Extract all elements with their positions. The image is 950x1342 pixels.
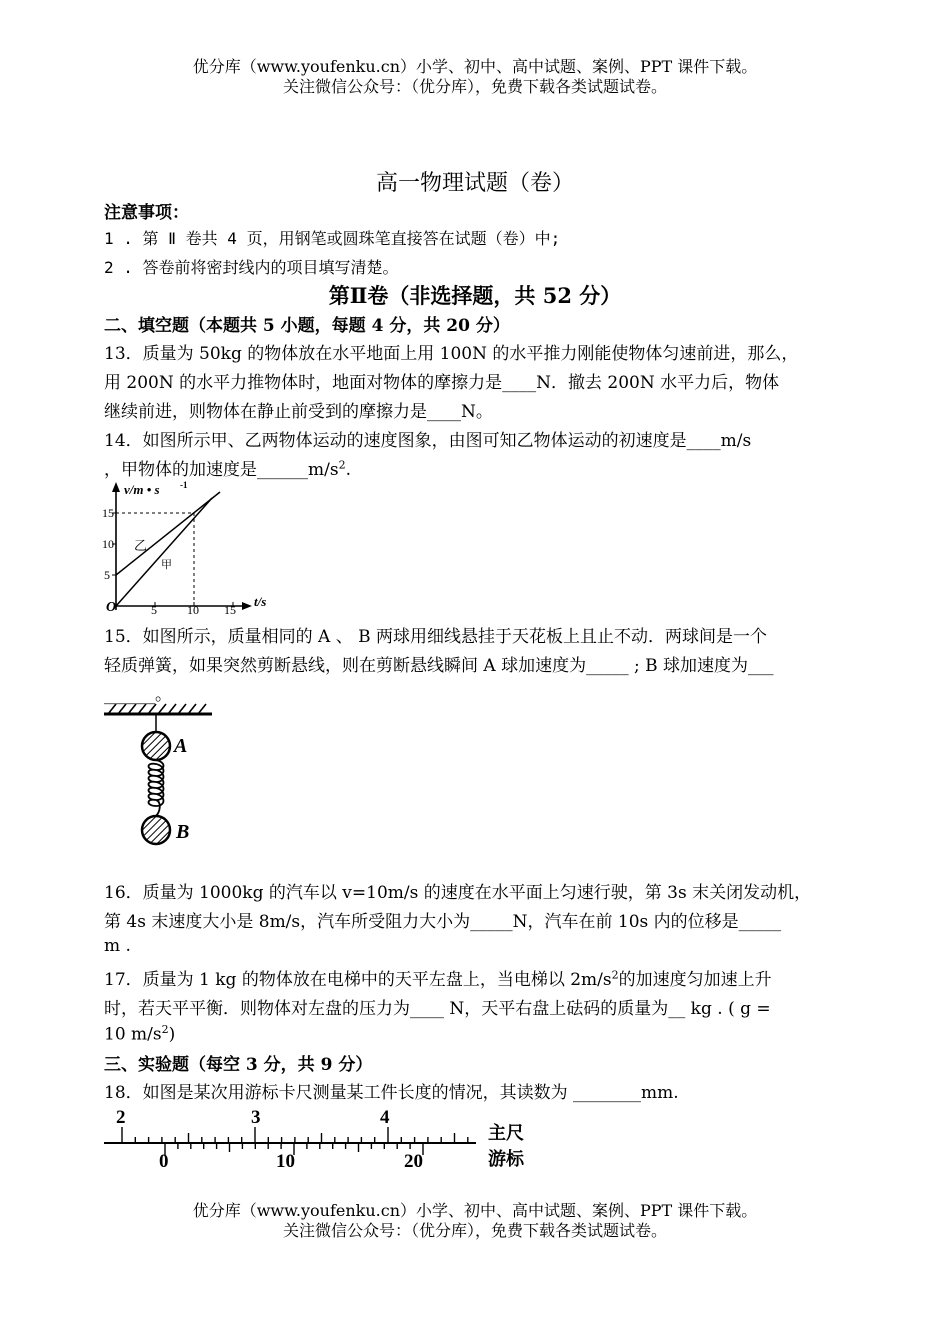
- q14-line-1: 14．如图所示甲、乙两物体运动的速度图象，由图可知乙物体运动的初速度是____m/s: [104, 431, 752, 451]
- line-jia: [116, 498, 212, 606]
- footer-line-2: 关注微信公众号：（优分库），免费下载各类试题试卷。: [282, 1221, 667, 1240]
- page-title: 高一物理试题（卷）: [375, 171, 574, 196]
- x-axis-arrow: [242, 602, 252, 610]
- q16-line-2: 第 4s 末速度大小是 8m/s，汽车所受阻力大小为_____N，汽车在前 10s 内的位移是_____: [104, 912, 782, 932]
- q17-line-1: 17．质量为 1 kg 的物体放在电梯中的天平左盘上，当电梯以 $2m/s^2$的加速度匀加速上升: [104, 968, 772, 990]
- main-scale-ticks: [122, 1127, 468, 1143]
- q16-line-3: m .: [104, 936, 131, 956]
- q13-line-3: 继续前进，则物体在静止前受到的摩擦力是____N。: [104, 402, 493, 422]
- q17-line-2: 时，若天平平衡．则物体对左盘的压力为____ N，天平右盘上砝码的质量为__ kg . ( g =: [104, 999, 771, 1019]
- y-axis-label-sup: -1: [180, 480, 188, 490]
- y-tick-10: 10: [102, 537, 114, 551]
- x-tick-5: 5: [151, 603, 157, 617]
- y-axis-arrow: [112, 482, 120, 492]
- part2-title: 第Ⅱ卷（非选择题，共 52 分）: [328, 283, 622, 308]
- main-scale-label: 主尺: [488, 1123, 524, 1143]
- notes-heading: 注意事项：: [104, 203, 189, 223]
- label-jia: 甲: [161, 559, 172, 571]
- q18-line-1: 18．如图是某次用游标卡尺测量某工件长度的情况，其读数为 ________mm.: [104, 1083, 679, 1103]
- q14-line-2: ，甲物体的加速度是$\_\_\_\_\_\_m/s^2$.: [104, 458, 351, 480]
- velocity-time-graph: [104, 478, 284, 616]
- main-label-4: 4: [380, 1107, 390, 1128]
- section3-heading: 三、实验题（每空 3 分，共 9 分）: [104, 1055, 373, 1075]
- ball-a: [142, 732, 170, 760]
- main-label-2: 2: [116, 1107, 126, 1128]
- footer-line-1: 优分库（www.youfenku.cn）小学、初中、高中试题、案例、PPT 课件下载。: [192, 1201, 758, 1220]
- label-yi: 乙: [134, 538, 148, 553]
- x-tick-10: 10: [187, 603, 199, 617]
- section2-heading: 二、填空题（本题共 5 小题，每题 4 分，共 20 分）: [104, 316, 510, 336]
- q17-line-3: 10 $m/s^2$): [104, 1023, 176, 1045]
- notes-item-2: 2 . 答卷前将密封线内的项目填写清楚。: [104, 258, 399, 277]
- header-line-1: 优分库（www.youfenku.cn）小学、初中、高中试题、案例、PPT 课件下载。: [192, 57, 758, 76]
- vernier-caliper: [104, 1103, 544, 1175]
- ball-b: [142, 816, 170, 844]
- header-line-2: 关注微信公众号：（优分库），免费下载各类试题试卷。: [282, 77, 667, 96]
- q13-line-2: 用 200N 的水平力推物体时，地面对物体的摩擦力是____N．撤去 200N 水平力后，物体: [104, 373, 780, 393]
- vernier-label-0: 0: [159, 1151, 169, 1172]
- q13-line-1: 13．质量为 50kg 的物体放在水平地面上用 100N 的水平推力刚能使物体匀速前进，那么，: [104, 344, 799, 364]
- spring: [149, 760, 164, 816]
- notes-item-1: 1 . 第 Ⅱ 卷共 4 页，用钢笔或圆珠笔直接答在试题（卷）中;: [104, 229, 561, 248]
- q16-line-1: 16．质量为 1000kg 的汽车以 v=10m/s 的速度在水平面上匀速行驶，第 3s 末关闭发动机，: [104, 883, 812, 903]
- y-tick-15: 15: [102, 506, 114, 520]
- vernier-scale-label: 游标: [488, 1149, 524, 1169]
- x-axis-label: t/s: [254, 594, 267, 609]
- label-a: A: [174, 735, 188, 757]
- origin-label: O: [106, 600, 117, 615]
- q15-line-2: 轻质弹簧，如果突然剪断悬线，则在剪断悬线瞬间 A 球加速度为_____ ; B 球加速度为___: [104, 656, 774, 676]
- vernier-label-20: 20: [404, 1151, 423, 1172]
- vernier-label-10: 10: [276, 1151, 295, 1172]
- main-label-3: 3: [251, 1107, 261, 1128]
- y-axis-label: v/m • s: [124, 482, 160, 497]
- q15-line-1: 15．如图所示，质量相同的 A 、 B 两球用细线悬挂于天花板上且止不动．两球间是一个: [104, 627, 768, 647]
- label-b: B: [176, 821, 190, 843]
- y-tick-5: 5: [104, 568, 110, 582]
- q15-line-3: ______。: [104, 685, 172, 705]
- spring-figure: [102, 700, 216, 855]
- x-tick-15: 15: [224, 603, 236, 617]
